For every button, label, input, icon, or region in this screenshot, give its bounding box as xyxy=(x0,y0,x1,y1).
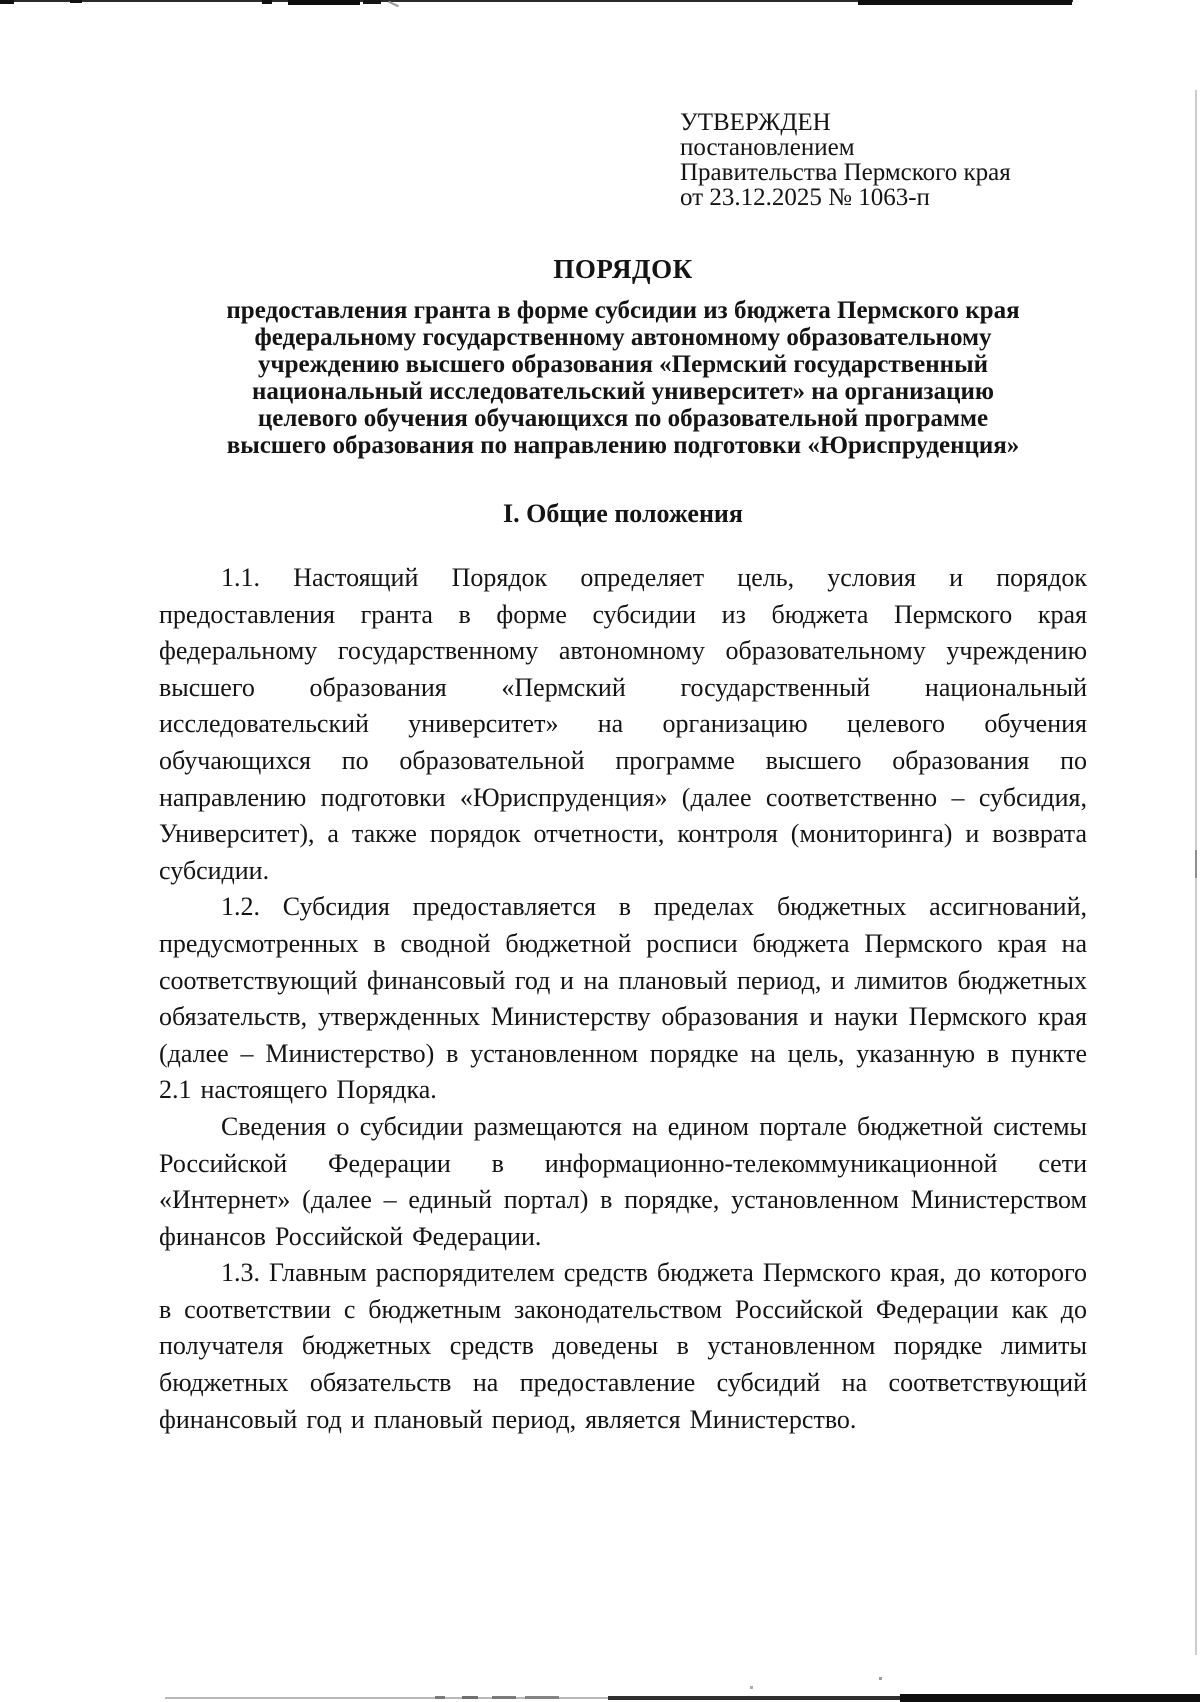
scan-artifact-bottom-dash xyxy=(462,1696,478,1699)
scan-artifact-bottom-dash xyxy=(492,1696,516,1699)
scan-artifact-top-dash xyxy=(262,0,272,4)
approval-line: Правительства Пермского края xyxy=(680,159,1011,186)
subtitle-line: предоставления гранта в форме субсидии из бюджета Пермского края xyxy=(226,297,1020,324)
paragraph-1-2: 1.2. Субсидия предоставляется в пределах бюджетных ассигнований, предусмотренных в сводной бюджетной росписи бюджета Пермского края на соответствующий финансовый год и на плановый период, и лимитов бюджетных обязательств, утвержденных Министерству образования и науки Пермского края (далее – Министерство) в установленном порядке на цель, указанную в пункте 2.1 настоящего Порядка. xyxy=(159,892,1087,1105)
paragraph-1-3: 1.3. Главным распорядителем средств бюджета Пермского края, до которого в соответствии с бюджетным законодательством Российской Федерации как до получателя бюджетных средств доведены в установленном порядке лимиты бюджетных обязательств на предоставление субсидий на соответствующий финансовый год и плановый период, является Министерство. xyxy=(159,1258,1087,1434)
document-title: ПОРЯДОК xyxy=(553,254,693,284)
scan-speck xyxy=(879,1677,882,1680)
subtitle-line: учреждению высшего образования «Пермский государственный xyxy=(257,351,989,378)
scan-artifact-bottom-dash xyxy=(525,1696,559,1699)
subtitle-line: высшего образования по направлению подготовки «Юриспруденция» xyxy=(226,432,1020,459)
document-subtitle xyxy=(136,297,1110,459)
scan-artifact-bottom-dash xyxy=(435,1696,445,1699)
subtitle-line: целевого обучения обучающихся по образовательной программе xyxy=(257,405,989,432)
subtitle-line: федеральному государственному автономному образовательному xyxy=(254,324,992,351)
scan-artifact-top-dash xyxy=(363,0,381,4)
scan-artifact-top-dash xyxy=(70,0,82,3)
approval-line: постановлением xyxy=(680,134,855,161)
scan-speck xyxy=(750,1686,753,1689)
scan-artifact-bottom-edge-black xyxy=(900,1694,1200,1702)
scan-artifact-top-dash xyxy=(858,0,1072,5)
paragraph-1-1: 1.1. Настоящий Порядок определяет цель, условия и порядок предоставления гранта в форме субсидии из бюджета Пермского края федеральному государственному автономному образовательному учреждению высшего образования «Пермский государственный национальный исследовательский университет» на организацию целевого обучения обучающихся по образовательной программе высшего образования по направлению подготовки «Юриспруденция» (далее соответственно – субсидия, Университет), а также порядок отчетности, контроля (мониторинга) и возврата субсидии. xyxy=(159,563,1087,885)
scan-artifact-top-dash xyxy=(288,0,360,5)
approval-line: от 23.12.2025 № 1063-п xyxy=(680,184,930,211)
paragraph-portal-info: Сведения о субсидии размещаются на едином портале бюджетной системы Российской Федерации в информационно-телекоммуникационной сети «Интернет» (далее – единый портал) в порядке, установленном Министерством финансов Российской Федерации. xyxy=(159,1111,1087,1251)
approval-block xyxy=(680,110,1011,210)
subtitle-line: национальный исследовательский университет» на организацию xyxy=(251,378,994,405)
section-heading-general-provisions: I. Общие положения xyxy=(503,499,743,528)
approval-line: УТВЕРЖДЕН xyxy=(680,109,831,136)
scan-artifact-top-dash xyxy=(0,0,14,4)
scan-artifact-right-dash xyxy=(1195,850,1197,878)
document-body xyxy=(159,560,1087,1438)
